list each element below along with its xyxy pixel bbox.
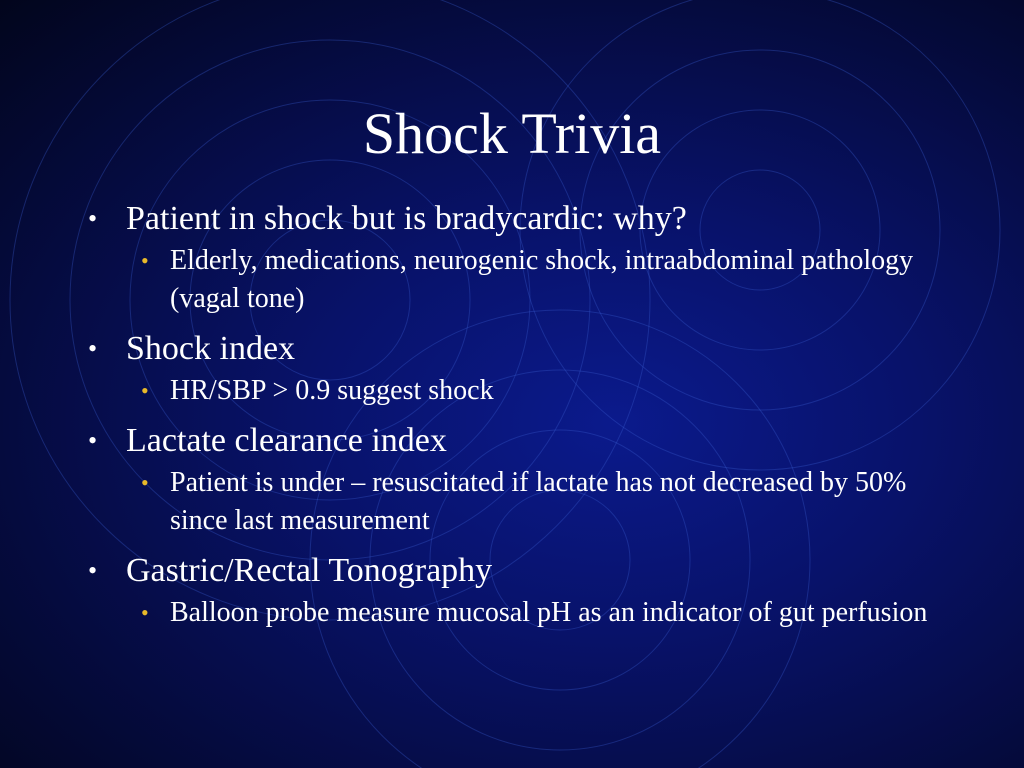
sub-bullet-text: Patient is under – resuscitated if lactate has not decreased by 50% since last measurement [170,467,907,536]
sub-bullet-text: Elderly, medications, neurogenic shock, intraabdominal pathology (vagal tone) [170,245,914,314]
bullet-text: Lactate clearance index [126,422,447,459]
bullet-item [88,422,948,460]
slide-title: Shock Trivia [362,101,662,166]
sub-bullet-text: Balloon probe measure mucosal pH as an indicator of gut perfusion [170,597,928,628]
sub-bullet-dot-icon: • [141,248,149,273]
bullet-dot-icon: • [88,334,98,363]
sub-bullet-dot-icon: • [141,600,149,625]
bullet-dot-icon: • [88,204,98,233]
bullet-item [88,552,948,590]
sub-bullet-text: HR/SBP > 0.9 suggest shock [170,375,494,406]
sub-bullet-item [133,594,948,632]
bullet-dot-icon: • [88,556,98,585]
sub-bullet-item [133,372,948,410]
bullet-text: Patient in shock but is bradycardic: why? [126,200,687,237]
sub-bullet-dot-icon: • [141,470,149,495]
bullet-text: Gastric/Rectal Tonography [126,552,493,589]
bullet-item [88,200,948,238]
sub-bullet-dot-icon: • [141,378,149,403]
bullet-list [88,200,948,632]
bullet-item [88,330,948,368]
sub-bullet-item [133,242,948,318]
bullet-dot-icon: • [88,426,98,455]
bullet-text: Shock index [126,330,296,367]
sub-bullet-item [133,464,948,540]
